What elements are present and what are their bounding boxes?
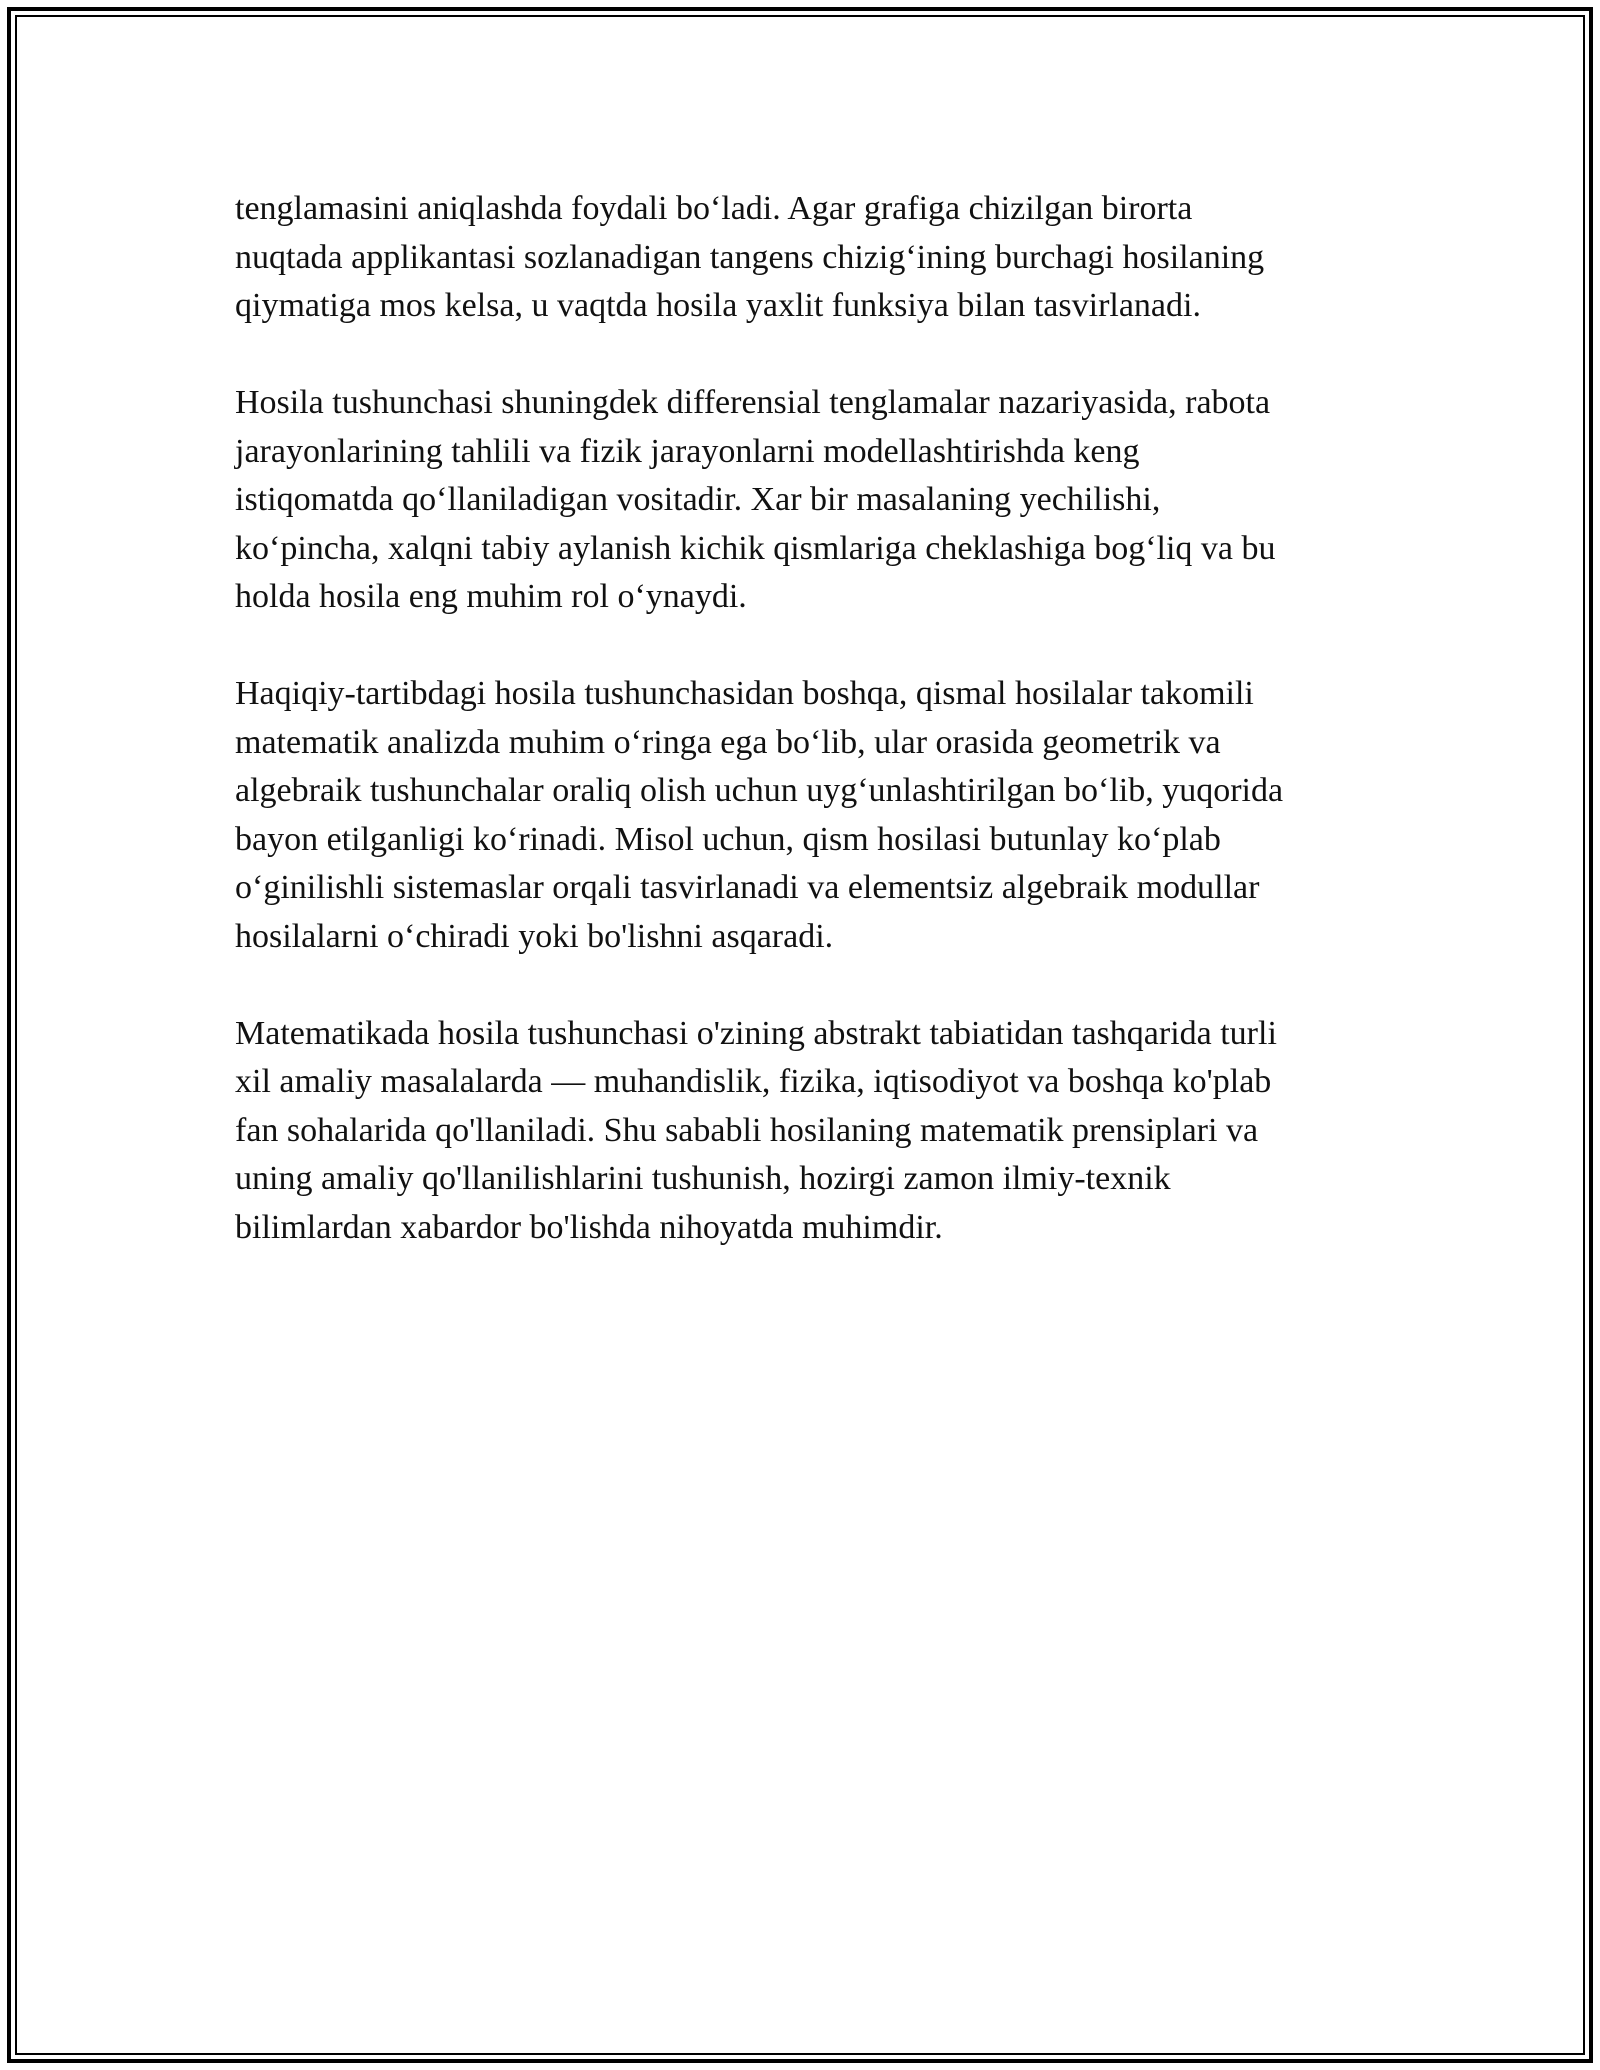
paragraph-3 [235, 670, 1380, 961]
text-line: jarayonlarining tahlili va fizik jarayonlarni modellashtirishda keng [235, 432, 1140, 470]
text-line: istiqomatda qo‘llaniladigan vositadir. Xar bir masalaning yechilishi, [235, 481, 1161, 518]
text-line: qiymatiga mos kelsa, u vaqtda hosila yaxlit funksiya bilan tasvirlanadi. [235, 287, 1201, 324]
text-line: holda hosila eng muhim rol o‘ynaydi. [235, 578, 747, 615]
paragraph-1 [235, 185, 1380, 331]
text-line: Haqiqiy-tartibdagi hosila tushunchasidan boshqa, qismal hosilalar takomili [235, 675, 1254, 712]
text-line: Hosila tushunchasi shuningdek differensial tenglamalar nazariyasida, rabota [235, 384, 1271, 421]
text-line: bayon etilganligi ko‘rinadi. Misol uchun, qism hosilasi butunlay ko‘plab [235, 820, 1221, 858]
text-line: bilimlardan xabardor bo'lishda nihoyatda muhimdir. [235, 1208, 943, 1246]
text-line: uning amaliy qo'llanilishlarini tushunish, hozirgi zamon ilmiy-texnik [235, 1160, 1171, 1197]
text-line: Matematikada hosila tushunchasi o'zining abstrakt tabiatidan tashqarida turli [235, 1014, 1277, 1052]
text-line: o‘ginilishli sistemaslar orqali tasvirlanadi va elementsiz algebraik modullar [235, 869, 1260, 906]
text-line: xil amaliy masalalarda — muhandislik, fizika, iqtisodiyot va boshqa ko'plab [235, 1063, 1272, 1100]
text-line: algebraik tushunchalar oraliq olish uchun uyg‘unlashtirilgan bo‘lib, yuqorida [235, 772, 1284, 809]
text-line: fan sohalarida qo'llaniladi. Shu sababli hosilaning matematik prensiplari va [235, 1111, 1259, 1149]
text-line: matematik analizda muhim o‘ringa ega bo‘lib, ular orasida geometrik va [235, 723, 1221, 761]
text-line: nuqtada applikantasi sozlanadigan tangens chizig‘ining burchagi hosilaning [235, 238, 1265, 276]
document-body [235, 185, 1380, 1301]
text-line: hosilalarni o‘chiradi yoki bo'lishni asqaradi. [235, 917, 834, 955]
paragraph-2 [235, 379, 1380, 622]
text-line: tenglamasini aniqlashda foydali bo‘ladi. Agar grafiga chizilgan birorta [235, 190, 1193, 227]
paragraph-4 [235, 1010, 1380, 1253]
text-line: ko‘pincha, xalqni tabiy aylanish kichik qismlariga cheklashiga bog‘liq va bu [235, 529, 1276, 567]
